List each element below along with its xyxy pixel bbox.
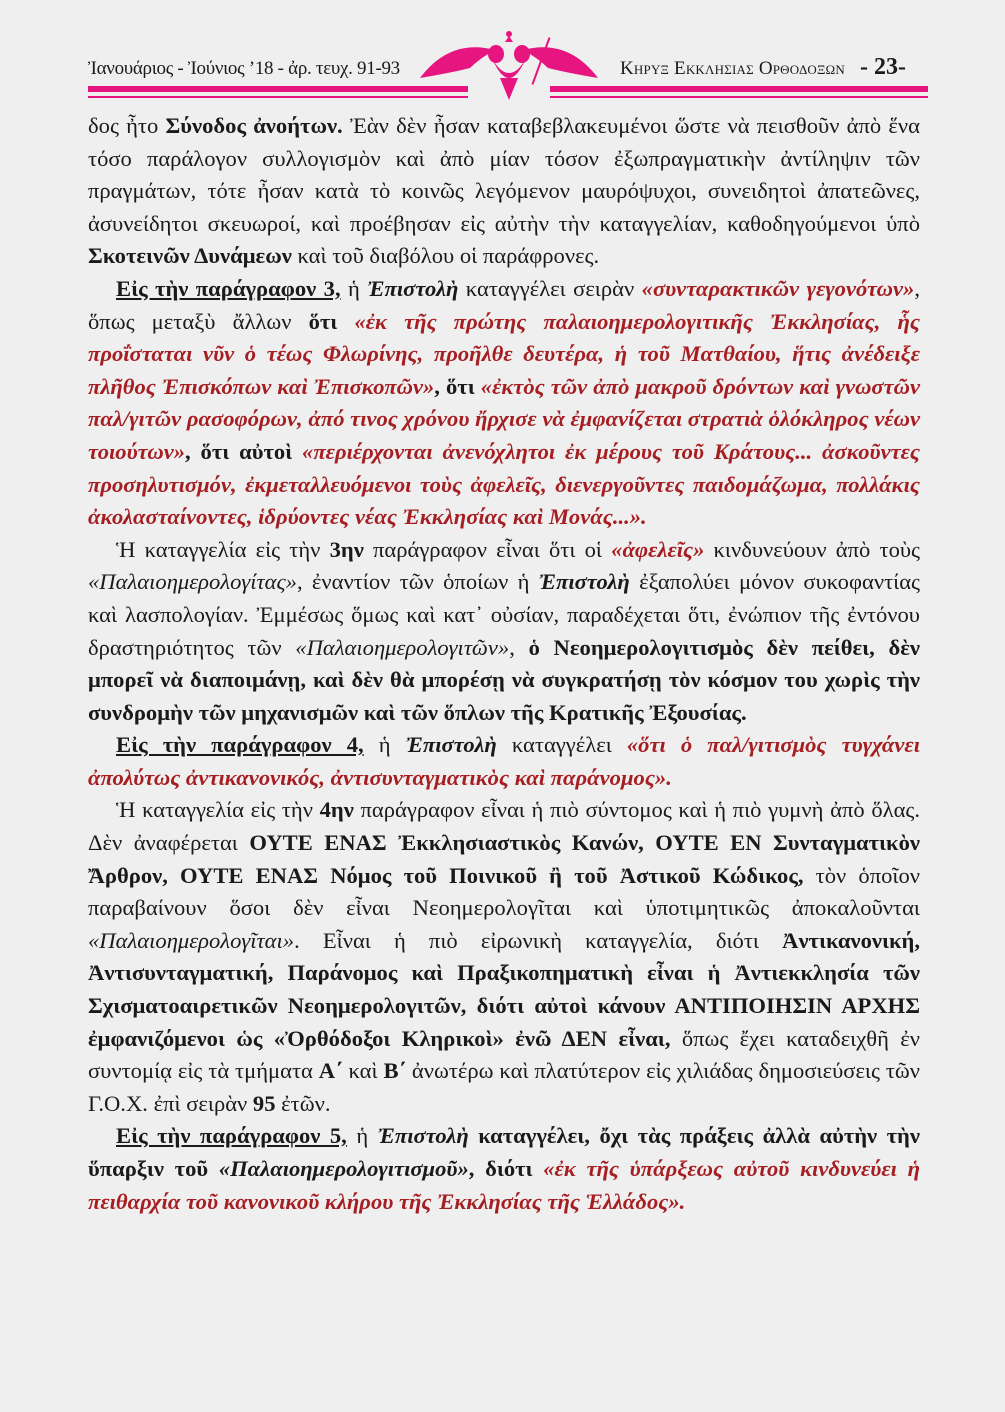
quote-text: «ἀφελεῖς» — [611, 536, 705, 562]
paragraph-1 — [88, 110, 920, 273]
bold-italic-text: Ἐπιστολὴ — [405, 732, 497, 758]
text: δος ἦτο — [88, 113, 166, 138]
bold-italic-text: Ἐπιστολὴ — [538, 569, 630, 595]
header-rule-left — [88, 86, 468, 92]
bold-text: 95 — [252, 1090, 276, 1116]
paragraph-6 — [88, 1120, 920, 1218]
quote-text: «ἐκτὸς τῶν ἀπὸ μακροῦ δρόντων καὶ γνωστῶν παλ/γιτῶν ρασοφόρων, ἀπό τινος χρόνου ἤρχισε νὰ ἐμφανίζεται στρατιὰ ὁλόκληρος νέων τοιούτων» — [88, 373, 921, 464]
text: Ἡ καταγγελία εἰς τὴν — [116, 797, 320, 823]
article-body — [88, 110, 920, 1218]
paragraph-5 — [88, 794, 920, 1120]
bold-text: Ἀντικανονική, Ἀντισυνταγματική, Παράνομος καὶ Πραξικοπηματικὴ εἶναι ἡ Ἀντιεκκλησία τῶν Σχισματοαιρετικῶν Νεοημερολογιτῶν, διότι αὐτοὶ κάνουν ΑΝΤΙΠΟΙΗΣΙΝ ΑΡΧΗΣ ἐμφανιζόμενοι ὡς «Ὀρθόδοξοι Κληρικοὶ» ἐνῶ ΔΕΝ εἶναι, — [88, 927, 920, 1051]
bold-text: , ὅτι — [434, 373, 475, 399]
text: καταγγέλει — [496, 732, 627, 758]
quote-text: «συνταρακτικῶν γεγονότων» — [641, 275, 915, 301]
publication-title: Κηρυξ Εκκλησιας Ορθοδοξων — [620, 58, 845, 79]
bold-italic-text: Ἐπιστολὴ — [377, 1123, 469, 1149]
bold-text: ὁ Νεοημερολογιτισμὸς δὲν πείθει, δὲν μπορεῖ νὰ διαποιμάνῃ, καὶ δὲν θὰ μπορέσῃ νὰ συγκρατήσῃ τὸν κόσμον του χωρὶς τὴν συνδρομὴν τῶν μηχανισμῶν καὶ τῶν ὅπλων τῆς Κρατικῆς Ἐξουσίας. — [88, 634, 921, 725]
paragraph-2 — [88, 273, 920, 534]
bold-text: Α΄ — [318, 1058, 343, 1084]
bold-italic-text: «Παλαιοημερολογιτισμοῦ» — [218, 1156, 469, 1181]
text: , — [509, 634, 529, 660]
quote-text: «ἐκ τῆς ὑπάρξεως αὐτοῦ κινδυνεύει ἡ πειθαρχία τοῦ κανονικοῦ κλήρου τῆς Ἐκκλησίας τῆς Ἑλλάδος». — [88, 1156, 920, 1214]
paragraph-3 — [88, 534, 920, 730]
text: ὅπως ἔχει καταδειχθῆ ἐν συντομίᾳ εἰς τὰ τμήματα — [88, 1025, 920, 1084]
text: , ὅπως μεταξὺ ἄλλων — [88, 275, 920, 334]
text: Ἡ καταγγελία εἰς τὴν — [116, 536, 330, 562]
text: παράγραφον εἶναι ὅτι οἱ — [363, 536, 612, 562]
text: ἀνωτέρω καὶ πλατύτερον εἰς χιλιάδας δημοσιεύσεις τῶν Γ.Ο.Χ. ἐπὶ σειρὰν — [88, 1058, 920, 1116]
bold-text: Σύνοδος ἀνοήτων. — [165, 113, 343, 138]
bold-text: Σκοτεινῶν Δυνάμεων — [88, 243, 292, 269]
paragraph-4 — [88, 729, 920, 794]
header-thin-rule-left — [88, 96, 468, 98]
text: τὸν ὁποῖον παραβαίνουν ὅσοι δὲν εἶναι Νεοημερολογῖται καὶ ὑποτιμητικῶς ἀποκαλοῦνται — [88, 862, 920, 921]
italic-text: «Παλαιοημερολογῖται» — [88, 927, 295, 953]
section-heading: Εἰς τὴν παράγραφον 4, — [116, 732, 364, 758]
quote-text: «ἐκ τῆς πρώτης παλαιοημερολογιτικῆς Ἐκκλησίας, ἧς προΐσταται νῦν ὁ τέως Φλωρίνης, προῆλθε δευτέρα, ἡ τοῦ Ματθαίου, ἥτις ἀνέδειξε πλῆθος Ἐπισκόπων καὶ Ἐπισκοπῶν» — [88, 308, 920, 399]
text: παράγραφον εἶναι ἡ πιὸ σύντομος καὶ ἡ πιὸ γυμνὴ ἀπὸ ὅλας. Δὲν ἀναφέρεται — [88, 797, 921, 856]
bold-text: 3ην — [329, 536, 364, 562]
text: ἡ — [340, 275, 368, 301]
text: καὶ τοῦ διαβόλου οἱ παράφρονες. — [291, 243, 600, 269]
italic-text: «Παλαιοημερολογιτῶν» — [295, 634, 510, 660]
text: ἐτῶν. — [275, 1090, 331, 1116]
bold-text: ὅτι — [308, 308, 338, 334]
text: Ἐὰν δὲν ἦσαν καταβεβλακευμένοι ὥστε νὰ πεισθοῦν ἀπὸ ἕνα τόσο παράλογον συλλογισμὸν καὶ ἀπὸ μίαν τόσον ἐξωπραγματικὴν ἀντίληψιν τῶν πραγμάτων, τότε ἦσαν κατὰ τὸ κοινῶς λεγόμενον μαυρόψυχοι, συνειδητοὶ ἀπατεῶνες, ἀσυνείδητοι σκευωροί, καὶ προέβησαν εἰς αὐτὴν τὴν καταγγελίαν, καθοδηγούμενοι ὑπὸ — [88, 113, 920, 236]
text: καταγγέλει σειρὰν — [458, 275, 642, 301]
text: καὶ — [342, 1058, 384, 1084]
quote-text: «περιέρχονται ἀνενόχλητοι ἐκ μέρους τοῦ Κράτους... ἀσκοῦντες προσηλυτισμόν, ἐκμεταλλευόμενοι τοὺς ἀφελεῖς, διενεργοῦντες παιδομάζωμα, πολλάκις ἀκολασταίνοντες, ἱδρύοντες νέας Ἐκκλησίας καὶ Μονάς...». — [88, 438, 920, 530]
bold-text: 4ην — [319, 797, 354, 823]
quote-text: «ὅτι ὁ παλ/γιτισμὸς τυγχάνει ἀπολύτως ἀντικανονικός, ἀντισυνταγματικὸς καὶ παράνομος». — [88, 732, 920, 790]
text: ἡ — [363, 732, 406, 758]
page-header — [0, 0, 1005, 100]
bold-text: , διότι — [468, 1156, 533, 1181]
page-number: - 23- — [860, 54, 906, 80]
header-thin-rule-right — [550, 96, 928, 98]
bold-text: ΟΥΤΕ ΕΝΑΣ Ἐκκλησιαστικὸς Κανών, ΟΥΤΕ ΕΝ Συνταγματικὸν Ἄρθρον, ΟΥΤΕ ΕΝΑΣ Νόμος τοῦ Ποινικοῦ ἢ τοῦ Ἀστικοῦ Κώδικος, — [88, 830, 920, 888]
section-heading: Εἰς τὴν παράγραφον 3, — [116, 275, 341, 301]
italic-text: «Παλαιοημερολογίτας» — [88, 569, 297, 595]
bold-text: Β΄ — [383, 1058, 407, 1084]
bold-text: , ὅτι αὐτοὶ — [185, 438, 293, 464]
header-rule-right — [550, 86, 928, 92]
section-heading: Εἰς τὴν παράγραφον 5, — [116, 1123, 347, 1149]
text: , ἐναντίον τῶν ὁποίων ἡ — [296, 569, 539, 595]
text: ἡ — [346, 1123, 378, 1149]
text: ἐξαπολύει μόνον συκοφαντίας καὶ λασπολογίαν. Ἐμμέσως ὅμως καὶ κατ᾽ οὐσίαν, παραδέχεται ὅτι, ἐνώπιον τῆς ἐντόνου δραστηριότητος τῶν — [88, 569, 921, 660]
text: κινδυνεύουν ἀπὸ τοὺς — [704, 536, 921, 562]
text: . Εἶναι ἡ πιὸ εἰρωνικὴ καταγγελία, διότι — [294, 927, 783, 953]
bold-text: καταγγέλει, ὄχι τὰς πράξεις ἀλλὰ αὐτὴν τὴν ὕπαρξιν τοῦ — [88, 1123, 920, 1181]
bold-italic-text: Ἐπιστολὴ — [367, 275, 459, 301]
issue-date: Ἰανουάριος - Ἰούνιος ’18 - ἀρ. τευχ. 91-93 — [88, 58, 400, 79]
